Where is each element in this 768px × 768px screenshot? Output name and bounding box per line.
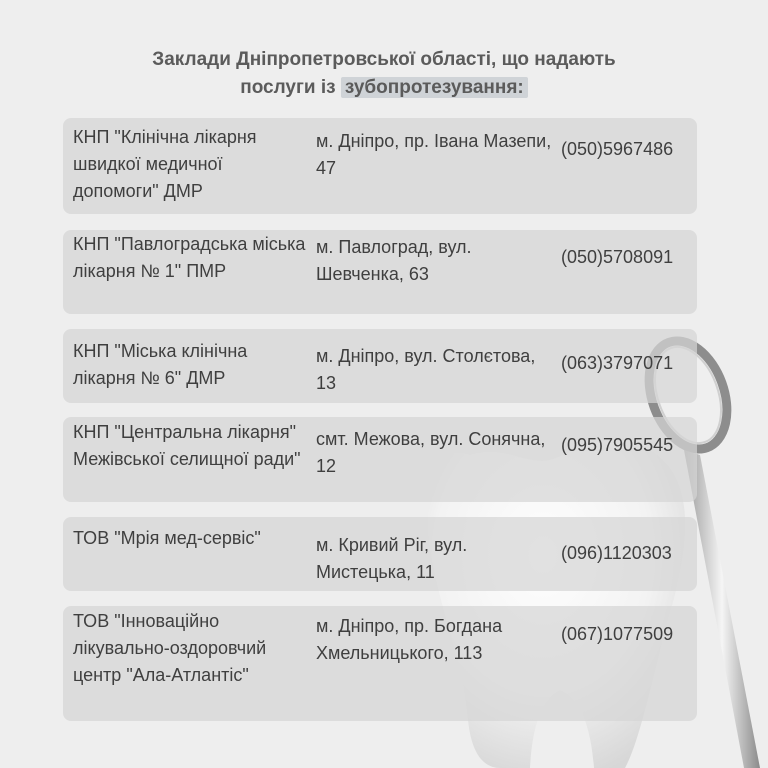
list-item [63,230,697,314]
clinic-name: ТОВ "Мрія мед-сервіс" [73,528,261,548]
clinic-address: смт. Межова, вул. Сонячна, 12 [316,429,546,476]
clinic-address: м. Павлоград, вул. Шевченка, 63 [316,237,472,284]
clinic-address: м. Дніпро, пр. Богдана Хмельницького, 113 [316,616,503,663]
clinic-phone: (050)5708091 [561,247,674,267]
title-line-1: Заклади Дніпропетровської області, що надають [152,49,616,70]
clinic-phone: (067)1077509 [561,624,674,644]
clinic-name: КНП "Міська клінічна лікарня № 6" ДМР [73,341,248,388]
clinic-phone: (050)5967486 [561,139,674,159]
clinic-address: м. Кривий Ріг, вул. Мистецька, 11 [316,535,468,582]
list-item [63,517,697,591]
clinic-name: КНП "Павлоградська міська лікарня № 1" ПМР [73,234,306,281]
clinic-name: КНП "Центральна лікарня" Межівської селищної ради" [73,422,301,469]
clinic-name: КНП "Клінічна лікарня швидкої медичної допомоги" ДМР [73,127,257,201]
list-item [63,417,697,502]
title-highlight: зубопротезування: [341,77,528,98]
clinic-address: м. Дніпро, пр. Івана Мазепи, 47 [316,131,552,178]
clinic-address: м. Дніпро, вул. Столєтова, 13 [316,346,536,393]
clinic-phone: (095)7905545 [561,435,674,455]
list-item [63,329,697,403]
clinic-phone: (063)3797071 [561,353,674,373]
list-item [63,606,697,721]
clinic-name: ТОВ "Інноваційно лікувально-оздоровчий центр "Ала-Атлантіс" [73,611,267,685]
clinic-phone: (096)1120303 [561,543,672,563]
title-prefix: послуги із [240,77,341,98]
list-item [63,118,697,214]
